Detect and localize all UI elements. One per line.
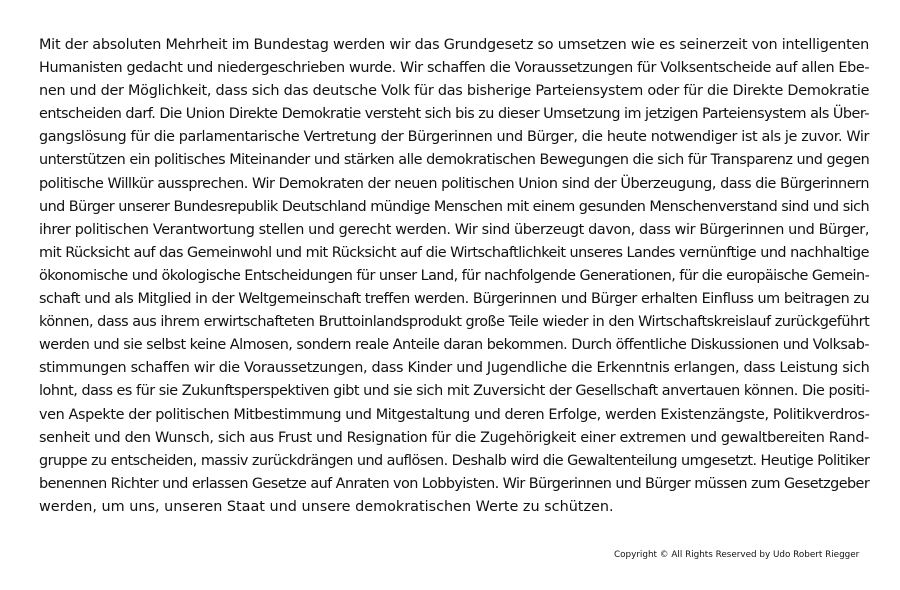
text-line: stimmungen schaffen wir die Voraussetzungen, dass Kinder und Jugendliche die Erkenntnis erlangen, dass Leistung sich <box>39 360 870 377</box>
copyright-notice: Copyright © All Rights Reserved by Udo Robert Riegger <box>614 550 860 560</box>
text-line: Mit der absoluten Mehrheit im Bundestag werden wir das Grundgesetz so umsetzen wie es seinerzeit von intelligenten <box>39 37 869 53</box>
text-line: ihrer politischen Verantwortung stellen und gerecht werden. Wir sind überzeugt davon, dass wir Bürgerinnen und Bürger, <box>39 221 870 238</box>
text-line: ven Aspekte der politischen Mitbestimmung und Mitgestaltung und deren Erfolge, werden Existenzängste, Politikverdros- <box>39 406 870 423</box>
text-line: lohnt, dass es für sie Zukunftsperspektiven gibt und sie sich mit Zuversicht der Gesellschaft anvertauen können. Die positi- <box>39 383 870 400</box>
text-line: entscheiden darf. Die Union Direkte Demokratie versteht sich bis zu dieser Umsetzung im jetzigen Parteiensystem als Über- <box>39 106 869 123</box>
text-line: unterstützen ein politisches Miteinander und stärken alle demokratischen Bewegungen die sich für Transparenz und gegen <box>39 152 870 169</box>
text-line: werden, um uns, unseren Staat und unsere demokratischen Werte zu schützen. <box>39 498 614 515</box>
text-line: ökonomische und ökologische Entscheidungen für unser Land, für nachfolgende Generationen, für die europäische Gemein- <box>39 267 870 284</box>
text-line: gangslösung für die parlamentarische Vertretung der Bürgerinnen und Bürger, die heute notwendiger ist als je zuvor. Wir <box>39 129 870 146</box>
text-line: können, dass aus ihrem erwirtschafteten Bruttoinlandsprodukt große Teile wieder in den Wirtschaftskreislauf zurückgeführt <box>39 314 870 331</box>
body-text <box>39 34 869 519</box>
text-line: senheit und den Wunsch, sich aus Frust und Resignation für die Zugehörigkeit einer extremen und gewaltbereiten Rand- <box>39 429 869 446</box>
text-line: benennen Richter und erlassen Gesetze auf Anraten von Lobbyisten. Wir Bürgerinnen und Bürger müssen zum Gesetzgeber <box>39 475 870 492</box>
text-line: politische Willkür aussprechen. Wir Demokraten der neuen politischen Union sind der Überzeugung, dass die Bürgerinnern <box>39 175 869 192</box>
text-line: und Bürger unserer Bundesrepublik Deutschland mündige Menschen mit einem gesunden Menschenverstand sind und sich <box>39 198 870 215</box>
text-line: schaft und als Mitglied in der Weltgemeinschaft treffen werden. Bürgerinnen und Bürger erhalten Einfluss um beitragen zu <box>39 291 870 308</box>
text-line: nen und der Möglichkeit, dass sich das deutsche Volk für das bisherige Parteiensystem oder für die Direkte Demokratie <box>39 83 870 100</box>
text-line: Humanisten gedacht und niedergeschrieben wurde. Wir schaffen die Voraussetzungen für Volksentscheide auf allen Ebe- <box>39 60 870 77</box>
text-line: mit Rücksicht auf das Gemeinwohl und mit Rücksicht auf die Wirtschaftlichkeit unseres Landes vernünftige und nachhaltige <box>39 244 869 261</box>
text-line: werden und sie selbst keine Almosen, sondern reale Anteile daran bekommen. Durch öffentliche Diskussionen und Volksab- <box>39 337 869 354</box>
text-line: gruppe zu entscheiden, massiv zurückdrängen und auflösen. Deshalb wird die Gewaltenteilung umgesetzt. Heutige Politiker <box>39 452 870 469</box>
